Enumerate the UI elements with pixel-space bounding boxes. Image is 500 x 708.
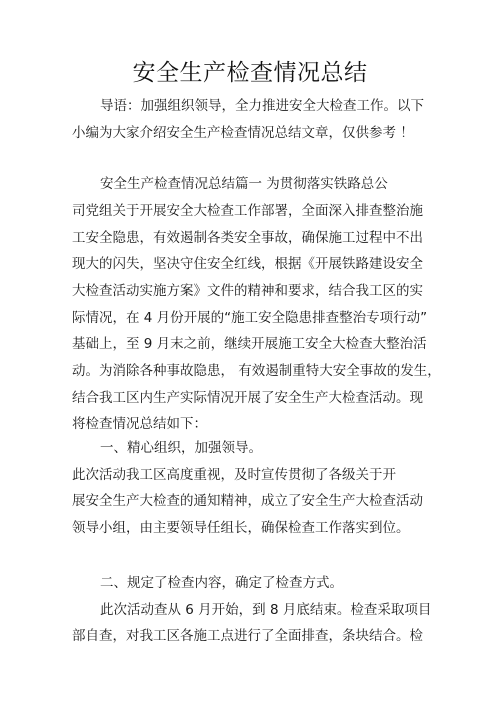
paragraph-line: 此次活动我工区高度重视，及时宣传贯彻了各级关于开 [72,467,396,483]
paragraph-line: 现大的闪失，坚决守住安全红线，根据《开展铁路建设安全 [72,256,423,272]
paragraph-line: 大检查活动实施方案》文件的精神和要求，结合我工区的实 [72,283,423,299]
intro-line-1: 导语：加强组织领导，全力推进安全大检查工作。以下 [100,98,424,114]
paragraph-line: 此次活动查从 6 月开始，到 8 月底结束。检查采取项目 [100,602,432,618]
paragraph-line: 动。为消除各种事故隐患， 有效遏制重特大安全事故的发生， [72,363,441,379]
paragraph-line: 安全生产检查情况总结篇一 为贯彻落实铁路总公 [100,176,388,192]
paragraph-line: 基础上，至 9 月末之前，继续开展施工安全大检查大整治活 [72,336,427,352]
intro-line-2: 小编为大家介绍安全生产检查情况总结文章，仅供参考 ！ [72,125,414,141]
document-title: 安全生产检查情况总结 [132,60,368,86]
paragraph-line: 将检查情况总结如下： [72,416,207,432]
section-heading-1: 一、精心组织，加强领导。 [100,440,262,456]
paragraph-line: 司党组关于开展安全大检查工作部署，全面深入排查整治施 [72,203,423,219]
paragraph-line: 部自查，对我工区各施工点进行了全面排查，条块结合。检 [72,628,423,644]
section-heading-2: 二、规定了检查内容，确定了检查方式。 [100,575,343,591]
paragraph-line: 展安全生产大检查的通知精神，成立了安全生产大检查活动 [72,493,423,509]
paragraph-line: 结合我工区内生产实际情况开展了安全生产大检查活动。现 [72,390,423,406]
paragraph-line: 工安全隐患，有效遏制各类安全事故，确保施工过程中不出 [72,230,423,246]
paragraph-line: 领导小组，由主要领导任组长，确保检查工作落实到位。 [72,520,410,536]
paragraph-line: 际情况，在 4 月份开展的“施工安全隐患排查整治专项行动” [72,310,428,326]
